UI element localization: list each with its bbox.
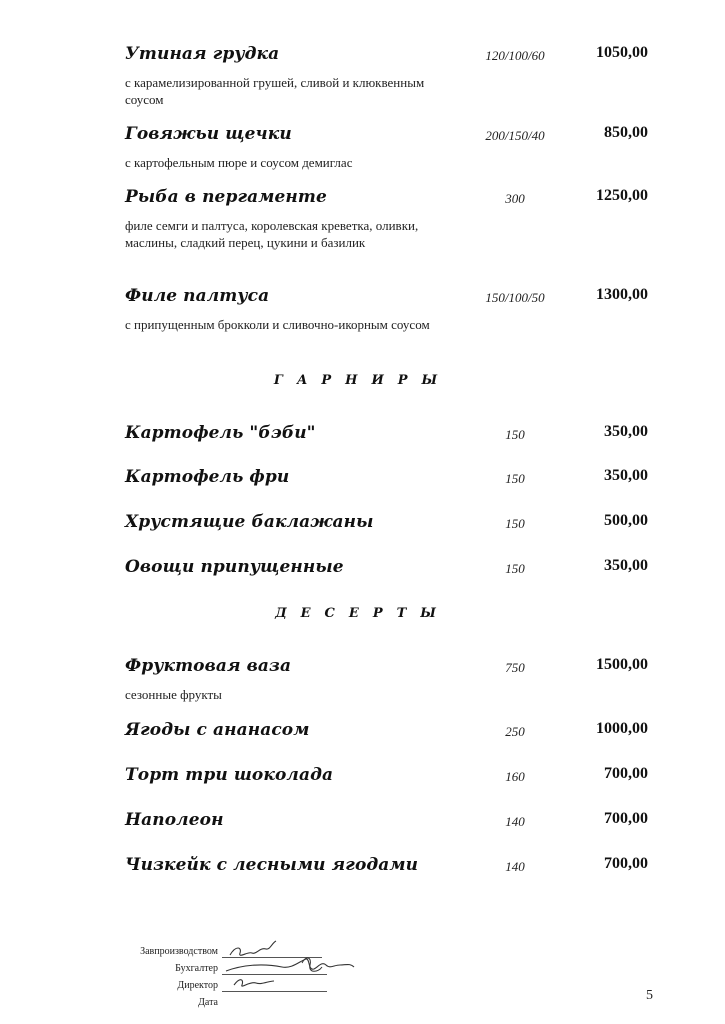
dish-name: Чизкейк с лесными ягодами	[125, 855, 419, 875]
dish-weight: 160	[505, 769, 525, 784]
dish-name: Фруктовая ваза	[125, 656, 292, 676]
dish-weight: 150	[505, 516, 525, 531]
label-accountant: Бухгалтер	[175, 963, 218, 974]
dish-name: Филе палтуса	[125, 286, 270, 306]
dish-name: Утиная грудка	[125, 44, 280, 64]
dish-weight: 140	[505, 814, 525, 829]
dish-weight: 300	[505, 191, 525, 206]
dish-price: 700,00	[604, 855, 648, 872]
label-director: Директор	[177, 980, 218, 991]
dish-price: 350,00	[604, 557, 648, 574]
dish-weight: 140	[505, 859, 525, 874]
dish-weight: 250	[505, 724, 525, 739]
dish-price: 350,00	[604, 467, 648, 484]
section-title-garnishes: ГАРНИРЫ	[273, 373, 452, 388]
dish-weight: 120/100/60	[485, 48, 545, 63]
dish-name: Картофель "бэби"	[125, 423, 316, 443]
dish-price: 1300,00	[596, 286, 648, 303]
dish-description: сезонные фрукты	[125, 687, 222, 702]
dish-weight: 750	[505, 660, 525, 675]
label-date: Дата	[198, 997, 218, 1008]
dish-name: Рыба в пергаменте	[125, 187, 327, 207]
dish-price: 700,00	[604, 765, 648, 782]
dish-price: 1050,00	[596, 44, 648, 61]
dish-name: Говяжьи щечки	[125, 124, 292, 144]
dish-price: 1250,00	[596, 187, 648, 204]
dish-price: 1500,00	[596, 656, 648, 673]
dish-price: 1000,00	[596, 720, 648, 737]
page-number: 5	[646, 988, 653, 1003]
dish-description: с картофельным пюре и соусом демиглас	[125, 155, 353, 170]
dish-weight: 150	[505, 471, 525, 486]
dish-weight: 150	[505, 561, 525, 576]
dish-price: 700,00	[604, 810, 648, 827]
handwritten-signatures	[222, 935, 362, 995]
dish-description: с припущенным брокколи и сливочно-икорным соусом	[125, 317, 430, 332]
dish-description: филе семги и палтуса, королевская креветка, оливки, маслины, сладкий перец, цукини и базилик	[125, 218, 419, 250]
dish-name: Ягоды с ананасом	[125, 720, 310, 740]
dish-name: Картофель фри	[125, 467, 290, 487]
label-production-head: Завпроизводством	[140, 946, 218, 957]
section-title-desserts: ДЕСЕРТЫ	[275, 606, 450, 621]
dish-price: 500,00	[604, 512, 648, 529]
dish-name: Наполеон	[125, 810, 224, 830]
dish-weight: 150/100/50	[485, 290, 545, 305]
dish-name: Овощи припущенные	[125, 557, 344, 577]
dish-name: Хрустящие баклажаны	[125, 512, 374, 532]
dish-description: с карамелизированной грушей, сливой и клюквенным соусом	[125, 75, 425, 107]
dish-weight: 200/150/40	[485, 128, 545, 143]
dish-weight: 150	[505, 427, 525, 442]
dish-name: Торт три шоколада	[125, 765, 334, 785]
dish-price: 850,00	[604, 124, 648, 141]
dish-price: 350,00	[604, 423, 648, 440]
signature-labels	[110, 943, 218, 1011]
